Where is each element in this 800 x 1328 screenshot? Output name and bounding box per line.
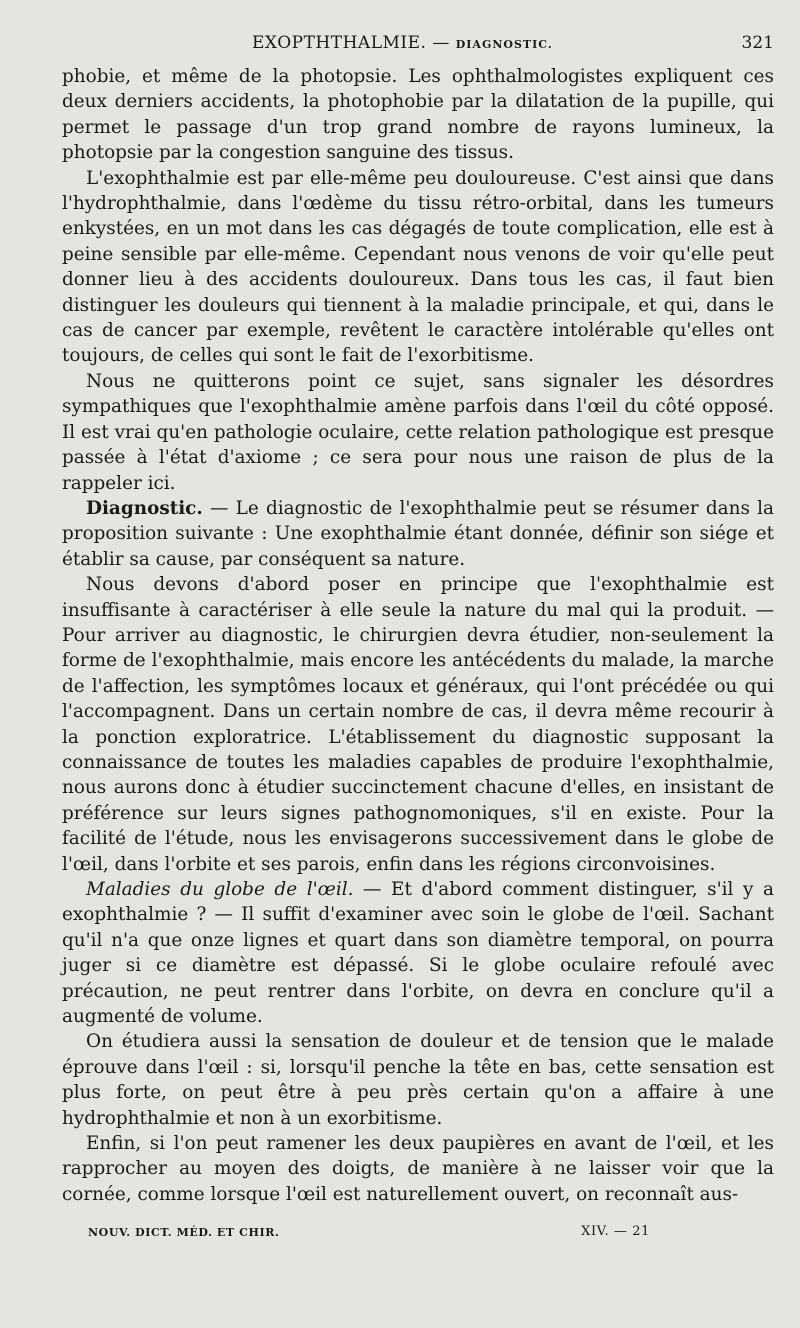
- maladies-paragraph: [62, 877, 774, 1029]
- subsection-heading-maladies: Maladies du globe de l'œil.: [86, 879, 354, 900]
- paragraph: phobie, et même de la photopsie. Les ophthalmologistes expliquent ces deux derniers accidents, la photophobie par la dilatation de la pupille, qui permet le passage d'un trop grand nombre de rayons lumineux, la photopsie par la congestion sanguine des tissus.: [62, 66, 774, 164]
- paragraph: Nous ne quitterons point ce sujet, sans signaler les désordres sympathiques que l'exophthalmie amène parfois dans l'œil du côté opposé. Il est vrai qu'en pathologie oculaire, cette relation pathologique est presque passée à l'état d'axiome ; ce sera pour nous une raison de plus de la rappeler ici.: [62, 370, 774, 494]
- maladies-text: — Et d'abord comment distinguer, s'il y a exophthalmie ? — Il suffit d'examiner avec soin le globe de l'œil. Sachant qu'il n'a que onze lignes et quart dans son diamètre temporal, on pourra juger si ce diamètre est dépassé. Si le globe oculaire refoulé avec précaution, ne peut rentrer dans l'orbite, on devra en conclure qu'il a augmenté de volume.: [62, 879, 774, 1028]
- diagnostic-paragraph: [62, 496, 774, 572]
- running-title: [252, 30, 553, 58]
- diagnostic-text: — Le diagnostic de l'exophthalmie peut se résumer dans la proposition suivante : Une exophthalmie étant donnée, définir son siége et établir sa cause, par conséquent sa nature.: [62, 497, 774, 570]
- running-title-main: EXOPTHTHALMIE. —: [252, 33, 456, 53]
- page-number: 321: [741, 33, 774, 53]
- running-title-section: DIAGNOSTIC.: [455, 38, 553, 51]
- paragraph: Enfin, si l'on peut ramener les deux paupières en avant de l'œil, et les rapprocher au moyen des doigts, de manière à ne laisser voir que la cornée, comme lorsque l'œil est naturellement ouvert, on reconnaît aus-: [62, 1133, 774, 1205]
- footer-publication: NOUV. DICT. MÉD. ET CHIR.: [88, 1226, 280, 1239]
- footer-signature: XIV. — 21: [581, 1224, 650, 1239]
- paragraph: Nous devons d'abord poser en principe que l'exophthalmie est insuffisante à caractériser à elle seule la nature du mal qui la produit. — Pour arriver au diagnostic, le chirurgien devra étudier, non-seulement la forme de l'exophthalmie, mais encore les antécédents du malade, la marche de l'affection, les symptômes locaux et généraux, qui l'ont précédée ou qui l'accompagnent. Dans un certain nombre de cas, il devra même recourir à la ponction exploratrice. L'établissement du diagnostic supposant la connaissance de toutes les maladies capables de produire l'exophthalmie, nous aurons donc à étudier succinctement chacune d'elles, en insistant de préférence sur leurs signes pathognomoniques, s'il en existe. Pour la facilité de l'étude, nous les envisagerons successivement dans le globe de l'œil, dans l'orbite et ses parois, enfin dans les régions circonvoisines.: [62, 574, 774, 875]
- paragraph: L'exophthalmie est par elle-même peu douloureuse. C'est ainsi que dans l'hydrophthalmie, dans l'œdème du tissu rétro-orbital, dans les tumeurs enkystées, en un mot dans les cas dégagés de toute complication, elle est à peine sensible par elle-même. Cependant nous venons de voir qu'elle peut donner lieu à des accidents douloureux. Dans tous les cas, il faut bien distinguer les douleurs qui tiennent à la maladie principale, et qui, dans le cas de cancer par exemple, revêtent le caractère intolérable qu'elles ont toujours, de celles qui sont le fait de l'exorbitisme.: [62, 167, 774, 367]
- page-body: [62, 64, 774, 1207]
- section-heading-diagnostic: Diagnostic.: [86, 497, 203, 519]
- running-head: [62, 30, 774, 56]
- paragraph: On étudiera aussi la sensation de douleur et de tension que le malade éprouve dans l'œil : si, lorsqu'il penche la tête en bas, cette sensation est plus forte, on peut être à peu près certain qu'on a affaire à une hydrophthalmie et non à un exorbitisme.: [62, 1031, 774, 1129]
